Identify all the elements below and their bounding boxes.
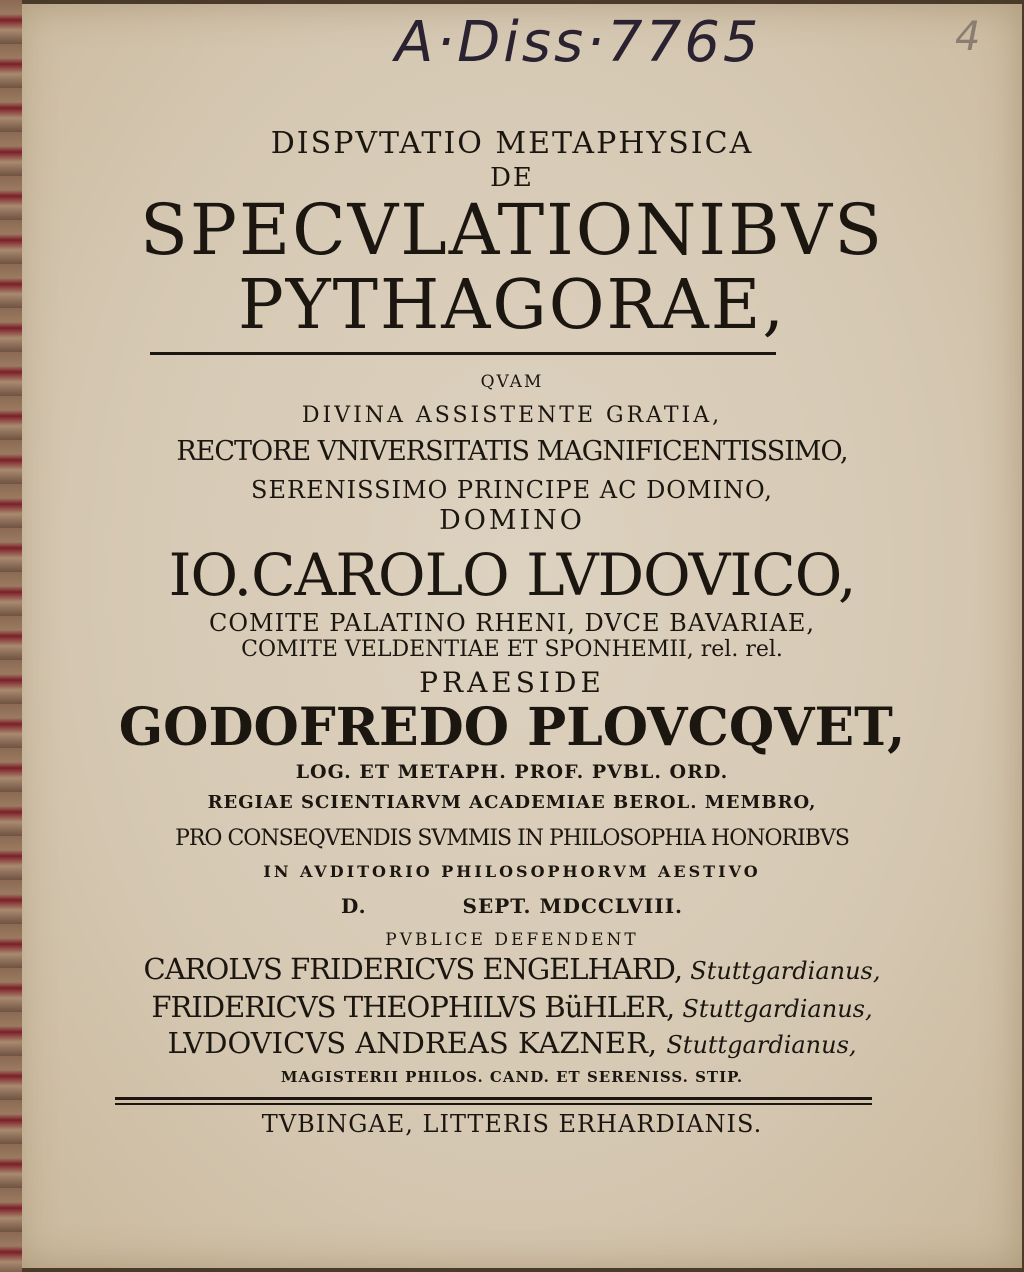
dedication-line-2: RECTORE VNIVERSITATIS MAGNIFICENTISSIMO, bbox=[176, 436, 848, 467]
praeses-name: GODOFREDO PLOVCQVET, bbox=[118, 697, 906, 758]
defendent-name: CAROLVS FRIDERICVS ENGELHARD, bbox=[143, 952, 683, 986]
praeses-title-3: PRO CONSEQVENDIS SVMMIS IN PHILOSOPHIA HONORIBVS bbox=[175, 826, 849, 851]
imprint: TVBINGAE, LITTERIS ERHARDIANIS. bbox=[261, 1110, 763, 1138]
defendents-note: MAGISTERII PHILOS. CAND. ET SERENISS. STIP. bbox=[280, 1068, 744, 1086]
date-day-prefix: D. bbox=[340, 894, 367, 918]
title-line-4: PYTHAGORAE, bbox=[237, 266, 787, 345]
shelfmark: A·Diss·7765 bbox=[395, 10, 762, 75]
praeses-title-2: REGIAE SCIENTIARVM ACADEMIAE BEROL. MEMBRO, bbox=[207, 792, 817, 813]
defendent-row bbox=[0, 990, 1024, 1024]
quam-line: QVAM bbox=[480, 372, 544, 392]
defendent-name: FRIDERICVS THEOPHILVS BüHLER, bbox=[151, 990, 675, 1024]
title-line-1: DISPVTATIO METAPHYSICA bbox=[270, 126, 754, 161]
defendent-name: LVDOVICVS ANDREAS KAZNER, bbox=[167, 1026, 658, 1060]
praeses-label: PRAESIDE bbox=[419, 666, 605, 699]
date-month-year: SEPT. MDCCLVIII. bbox=[462, 894, 684, 918]
defendent-origin: Stuttgardianus, bbox=[666, 1031, 857, 1059]
dedication-line-4: DOMINO bbox=[439, 505, 585, 536]
defendent-row bbox=[0, 1026, 1024, 1060]
divider-rule-bottom bbox=[115, 1097, 872, 1100]
defendents-label: PVBLICE DEFENDENT bbox=[385, 930, 639, 950]
defendent-origin: Stuttgardianus, bbox=[682, 995, 873, 1023]
praeses-title-4: IN AVDITORIO PHILOSOPHORVM AESTIVO bbox=[263, 862, 761, 881]
defendent-origin: Stuttgardianus, bbox=[690, 957, 881, 985]
dedication-line-7: COMITE VELDENTIAE ET SPONHEMII, rel. rel. bbox=[241, 637, 783, 662]
corner-mark: 4 bbox=[955, 14, 981, 60]
praeses-title-1: LOG. ET METAPH. PROF. PVBL. ORD. bbox=[295, 761, 729, 783]
dedication-line-5: IO.CAROLO LVDOVICO, bbox=[168, 541, 856, 609]
divider-rule-top bbox=[150, 352, 776, 355]
dedication-line-3: SERENISSIMO PRINCIPE AC DOMINO, bbox=[251, 476, 773, 504]
divider-rule-bottom-thin bbox=[115, 1103, 872, 1105]
title-line-2: DE bbox=[490, 163, 534, 193]
disputation-date bbox=[0, 894, 1024, 918]
dedication-line-6: COMITE PALATINO RHENI, DVCE BAVARIAE, bbox=[208, 609, 816, 637]
defendent-row bbox=[0, 952, 1024, 986]
title-line-3: SPECVLATIONIBVS bbox=[139, 189, 885, 271]
dedication-line-1: DIVINA ASSISTENTE GRATIA, bbox=[301, 403, 723, 428]
